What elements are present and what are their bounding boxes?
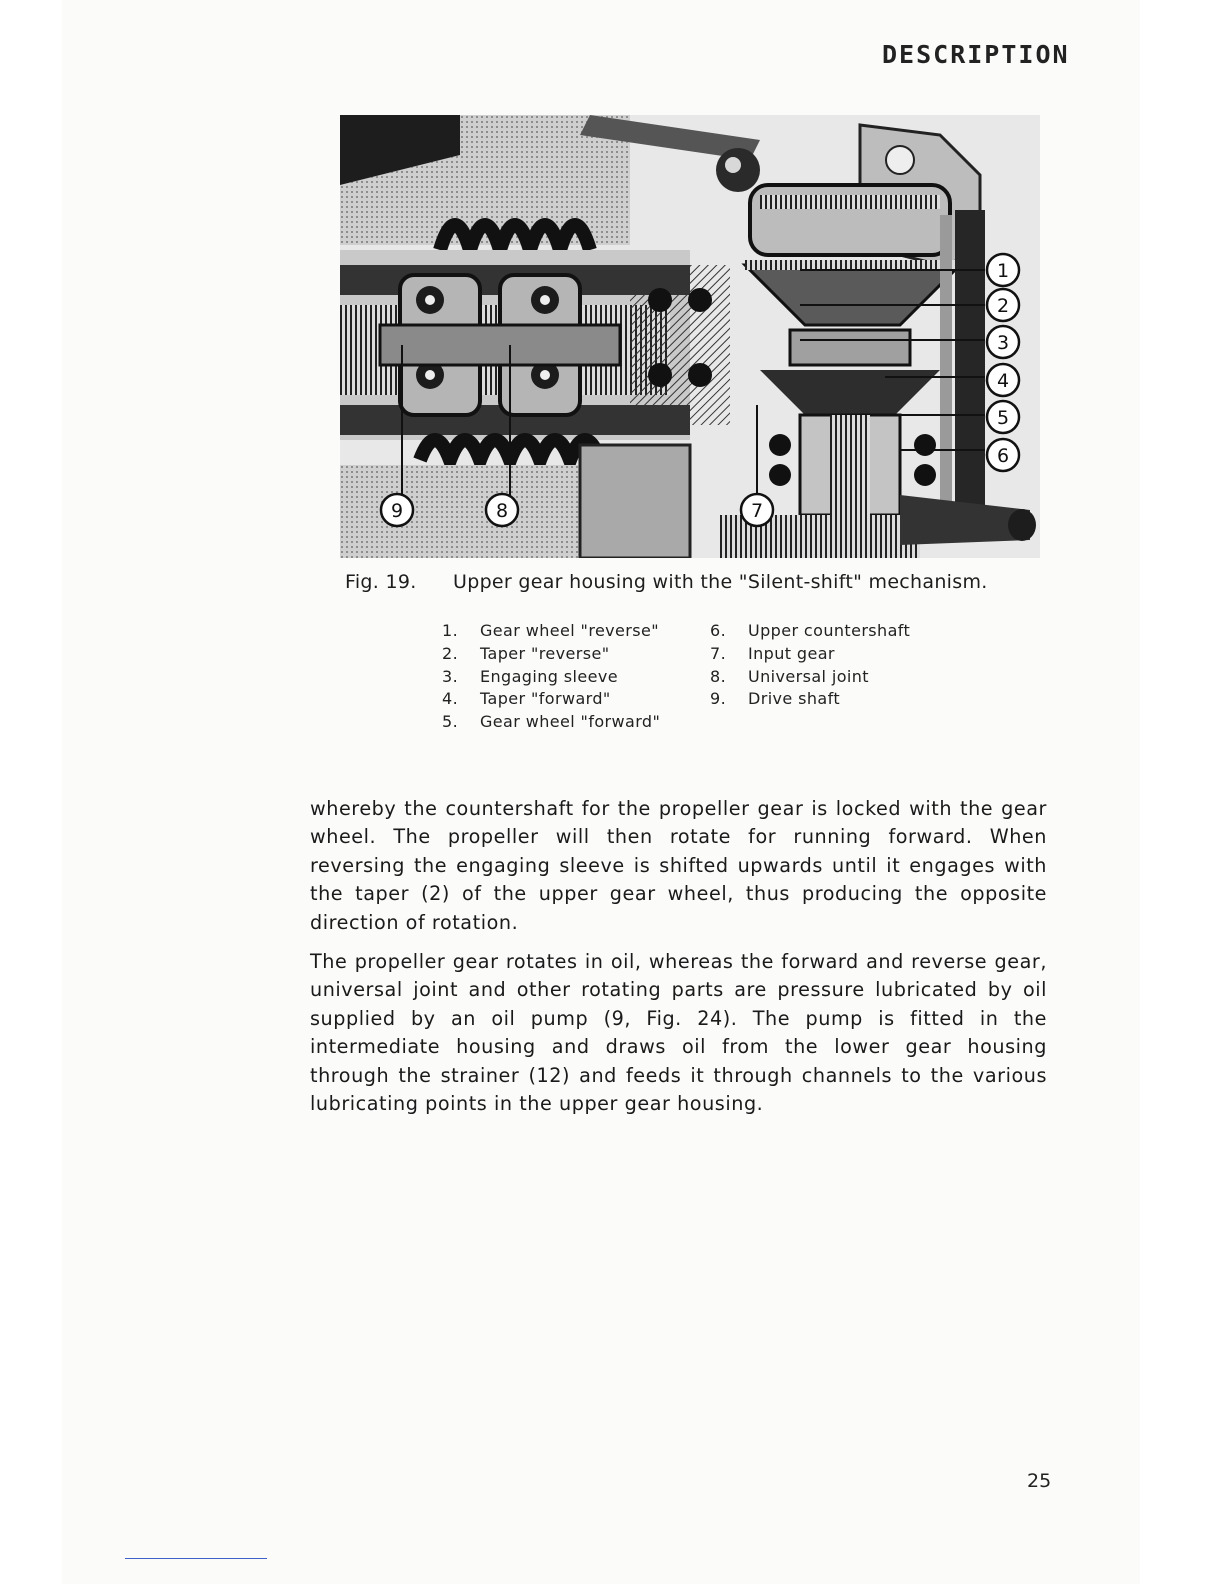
svg-text:9: 9 — [390, 500, 404, 522]
legend-number: 4. — [442, 689, 459, 709]
body-paragraph-2: The propeller gear rotates in oil, whereas the forward and reverse gear, universal joint and other rotating parts are pressure lubricated by oil supplied by an oil pump (9, Fig. 24). The pump is fitted in the intermediate housing and draws oil from the lower gear housing through the strainer (12) and feeds it through channels to the various lubricating points in the upper gear housing. — [310, 950, 1047, 1116]
legend-column-left — [442, 620, 660, 734]
page-number: 25 — [1027, 1470, 1052, 1492]
callout-2 — [987, 289, 1019, 321]
callout-8 — [486, 494, 518, 526]
svg-text:6: 6 — [996, 445, 1010, 467]
legend-label: Drive shaft — [748, 689, 841, 709]
figure-caption-text: Upper gear housing with the "Silent-shift" mechanism. — [453, 571, 988, 593]
callout-6 — [987, 439, 1019, 471]
figure-caption — [345, 571, 1045, 593]
legend-item — [710, 620, 910, 643]
svg-text:8: 8 — [495, 500, 509, 522]
legend-item — [710, 643, 910, 666]
legend-item — [442, 711, 660, 734]
legend-number: 7. — [710, 643, 727, 663]
legend-item — [442, 688, 660, 711]
callout-7 — [741, 494, 773, 526]
gear-housing-figure — [340, 115, 1040, 558]
legend-number: 1. — [442, 621, 459, 640]
legend-label: Taper "reverse" — [480, 643, 610, 663]
svg-text:1: 1 — [996, 260, 1010, 282]
callout-5 — [987, 401, 1019, 433]
svg-text:3: 3 — [996, 332, 1010, 354]
svg-text:5: 5 — [996, 407, 1010, 429]
page-header: DESCRIPTION — [882, 40, 1070, 69]
body-paragraph-1: whereby the countershaft for the propeller gear is locked with the gear wheel. The propeller will then rotate for running forward. When reversing the engaging sleeve is shifted upwards until it engages with the taper (2) of the upper gear wheel, thus producing the opposite direction of rotation. — [310, 797, 1047, 934]
legend-item — [442, 666, 660, 689]
legend-label: Input gear — [748, 643, 835, 663]
legend-number: 6. — [710, 621, 727, 640]
legend-number: 9. — [710, 689, 727, 709]
legend-column-right — [710, 620, 910, 711]
gear-housing-illustration — [340, 115, 1040, 558]
legend-label: Upper countershaft — [748, 621, 911, 640]
legend-label: Taper "forward" — [480, 689, 611, 709]
legend-number: 8. — [710, 666, 727, 686]
legend-item — [710, 666, 910, 689]
svg-text:7: 7 — [750, 500, 764, 522]
legend-label: Universal joint — [748, 666, 869, 686]
legend-number: 3. — [442, 666, 459, 686]
legend-item — [710, 688, 910, 711]
callout-3 — [987, 326, 1019, 358]
legend-number: 2. — [442, 643, 459, 663]
legend-label: Engaging sleeve — [480, 666, 618, 686]
footer-link-underline[interactable] — [125, 1558, 267, 1559]
legend-item — [442, 643, 660, 666]
callout-9 — [381, 494, 413, 526]
svg-text:4: 4 — [996, 370, 1010, 392]
legend-item — [442, 620, 660, 643]
callout-1 — [987, 254, 1019, 286]
legend-label: Gear wheel "forward" — [480, 712, 661, 732]
legend-number: 5. — [442, 712, 459, 732]
legend-label: Gear wheel "reverse" — [480, 621, 660, 640]
callout-4 — [987, 364, 1019, 396]
svg-text:2: 2 — [996, 295, 1010, 317]
figure-number: Fig. 19. — [345, 571, 417, 593]
